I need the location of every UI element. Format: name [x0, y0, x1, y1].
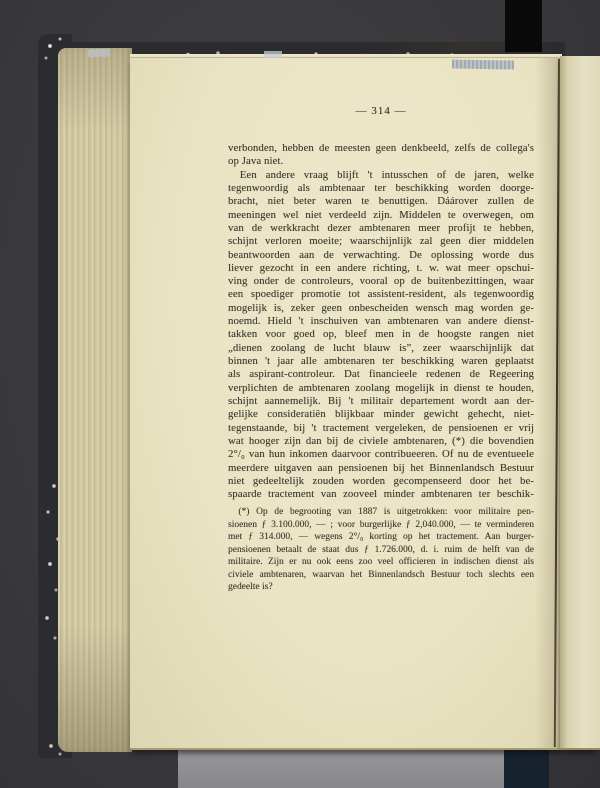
body-text-line: binnen 't jaar alle ambtenaren ter beschikking waren geplaatst — [228, 355, 534, 367]
navy-card — [504, 747, 549, 788]
body-text-line: liever gezocht in een andere richting, t. w. wat meer opschui- — [228, 261, 534, 274]
body-text-line: bracht, niet beter waren te benuttigen. Dáárover zullen de — [228, 195, 534, 208]
book-press-slot — [505, 0, 542, 52]
facing-page-sliver — [560, 56, 600, 750]
body-text-line: niet gedeeltelijk zouden worden gecompenseerd door het be- — [228, 474, 534, 487]
body-text-line: tegenwoordig als ambtenaar ter beschikking worden doorge- — [228, 181, 534, 194]
body-text-line: 2°/₀ van hun inkomen daarvoor contribueeren. Of nu de eventueele — [228, 448, 534, 461]
body-text-line: beantwoorden aan de verwachting. De oplossing worde dus — [228, 248, 534, 261]
body-text-line: Een andere vraag blijft 't intusschen of de jaren, welke — [239, 168, 534, 181]
footnote-line: sioenen ƒ 3.100.000, — ; voor burgerlijke ƒ 2,040.000, — te verminderen — [228, 519, 534, 530]
footnote-line: met ƒ 314.000, — wegens 2°/₀ korting op het tractement. Aan burger- — [228, 532, 534, 543]
body-text-line: tegenstaande, bij 't tractement vergeleken, de pensioenen er vrij — [228, 421, 534, 434]
page-number: — 314 — — [355, 105, 407, 117]
footnote-line: gedeelte is? — [228, 582, 273, 593]
body-text-line: een spoediger promotie tot assistent-resident, als tegenwoordig — [228, 288, 534, 301]
tape-scrap — [452, 59, 514, 69]
body-text-block — [228, 142, 534, 501]
body-text-line: schijnt aannemelijk. Bij 't militair departement wordt aan der- — [228, 394, 534, 407]
footnote-line: (*) Op de begrooting van 1887 is uitgetrokken: voor militaire pen- — [238, 507, 534, 517]
footnote-line: militaire. Zijn er nu ook eens zoo veel officieren in indischen dienst als — [228, 557, 534, 568]
body-text-line: meerdere uitgaven aan pensioenen bij het Binnenlandsch Bestuur — [228, 461, 534, 474]
paper-scrap — [88, 49, 110, 58]
body-text-line: spaarde tractement van zooveel minder ambtenaren ter beschik- — [228, 488, 534, 501]
table-cloth-band — [178, 747, 506, 788]
body-text-line: „dienen zoolang de lucht blauw is”, zeer waarschijnlijk dat — [228, 341, 534, 354]
body-text-line: noemd. Hield 't inschuiven van ambtenaren van andere dienst- — [228, 315, 534, 328]
body-text-line: verbonden, hebben de meesten geen denkbeeld, zelfs de collega's — [228, 142, 534, 154]
footnote-block — [228, 506, 534, 594]
footnote-line: pensioenen betaalt de staat dus ƒ 1.726.000, d. i. ruim de helft van de — [228, 544, 534, 555]
body-text-line: meeningen wel niet verdeeld zijn. Middelen te overwegen, om — [228, 208, 534, 221]
body-text-line: mogelijk is, zeker geen onbescheiden wensch mag worden ge- — [228, 301, 534, 314]
page-fore-edge — [58, 48, 132, 752]
body-text-line: takken voor goed op, bleef men in de hoogste rangen niet — [228, 328, 534, 341]
body-text-line: ving onder de controleurs, vooral op de buitenbezittingen, waar — [228, 275, 534, 288]
body-text-line: van de werkkracht dezer ambtenaren meer profijt te hebben, — [228, 221, 534, 234]
body-text-line: wat hooger zijn dan bij de civiele ambtenaren, (*) die bovendien — [228, 434, 534, 447]
body-text-line: als aspirant-controleur. Dat financieele redenen de Regeering — [228, 368, 534, 381]
body-text-line: schijnt verloren moeite; waarschijnlijk zal geen dier middelen — [228, 235, 534, 248]
body-text-line: verplichten de ambtenaren zoolang mogelijk in dienst te houden, — [228, 381, 534, 394]
body-text-line: gelijke consideratiën blijkbaar minder gewicht gehecht, niet- — [228, 408, 534, 421]
footnote-line: civiele ambtenaren, waarvan het Binnenlandsch Bestuur toch slechts een — [228, 569, 534, 580]
body-text-line: op Java niet. — [228, 155, 284, 168]
